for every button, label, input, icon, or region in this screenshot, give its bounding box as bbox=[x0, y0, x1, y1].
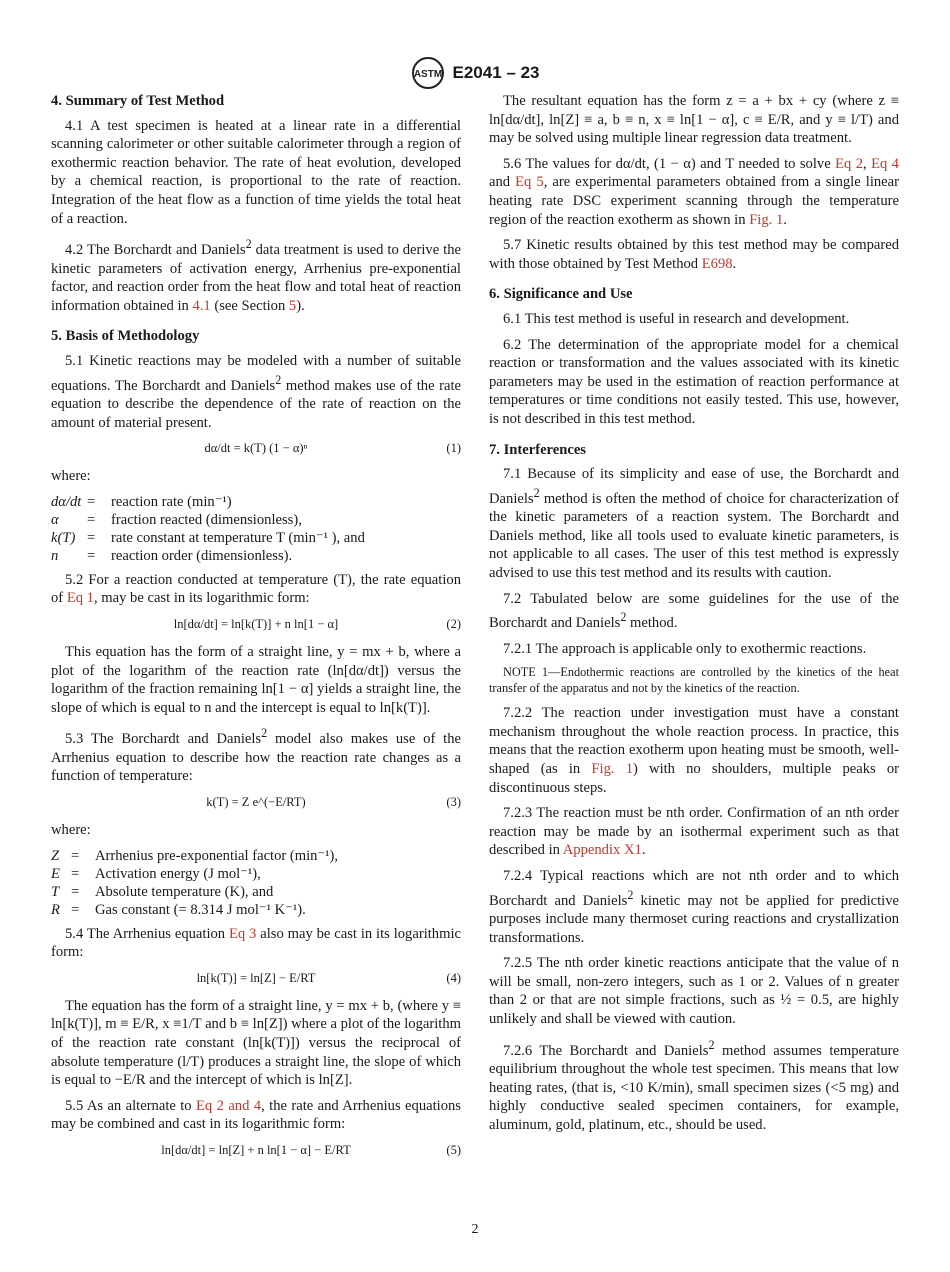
definitions-2 bbox=[51, 847, 338, 919]
paragraph-5-7: 5.7 Kinetic results obtained by this test method may be compared with those obtained by Test Method E698. bbox=[489, 237, 899, 272]
equation-4: ln[k(T)] = ln[Z] − E/RT (4) bbox=[196, 970, 461, 985]
paragraph-5-5: 5.5 As an alternate to Eq 2 and 4, the rate and Arrhenius equations may be combined and cast in its logarithmic form: bbox=[51, 1097, 461, 1133]
definition-row: E = Activation energy (J mol⁻¹), bbox=[51, 865, 261, 882]
paragraph-7-2-3: 7.2.3 The reaction must be nth order. Confirmation of an nth order reaction may be made by an isothermal experiment such as that described in Appendix X1. bbox=[489, 805, 899, 859]
definition-row: k(T) = rate constant at temperature T (min⁻¹ ), and bbox=[51, 529, 365, 546]
section-7-title: 7. Interferences bbox=[489, 441, 586, 458]
standard-code: E2041 – 23 bbox=[452, 63, 540, 82]
link-4-1[interactable]: 4.1 bbox=[192, 297, 211, 314]
left-column bbox=[51, 92, 461, 1169]
link-appendix-x1[interactable]: Appendix X1 bbox=[562, 842, 642, 859]
svg-text:ASTM: ASTM bbox=[413, 69, 442, 80]
page-header bbox=[0, 56, 950, 90]
paragraph-5-5-cont: The resultant equation has the form z = a + bx + cy (where z ≡ ln[dα/dt], ln[Z] ≡ a, b ≡ n, x ≡ ln[1 − α], c ≡ E/R, and y ≡ l/T) and may be solved using multiple linear regression data treatment. bbox=[489, 93, 899, 147]
astm-logo-icon bbox=[411, 56, 445, 90]
paragraph-7-2-6: 7.2.6 The Borchardt and Daniels$^2$ method assumes temperature equilibrium throughout the whole test specimen. This means that low heating rates, (that is, <10 K/min), small specimen sizes (<5 mg) and highly conductive sealed specimen containers, for example, aluminum, gold, platinum, etc., should be used. bbox=[489, 1037, 899, 1133]
page-number: 2 bbox=[471, 1222, 479, 1237]
definition-row: n = reaction order (dimensionless). bbox=[51, 547, 293, 564]
right-column bbox=[489, 92, 899, 1141]
paragraph-4-1: 4.1 A test specimen is heated at a linear rate in a differential scanning calorimeter or other suitable calorimeter through a region of exothermic reaction behavior. The rate of heat evolution, developed by a chemical reaction, is proportional to the rate of reaction. Integration of the heat flow as a function of time yields the total heat of a reaction. bbox=[51, 117, 461, 227]
paragraph-6-1: 6.1 This test method is useful in research and development. bbox=[503, 310, 850, 327]
link-fig-1-b[interactable]: Fig. 1 bbox=[591, 760, 633, 777]
definition-row: R = Gas constant (= 8.314 J mol⁻¹ K⁻¹). bbox=[51, 901, 306, 918]
link-eq-4[interactable]: Eq 4 bbox=[871, 155, 899, 172]
link-eq-2-and-4[interactable]: Eq 2 and 4 bbox=[196, 1097, 262, 1114]
where-label-2: where: bbox=[51, 822, 91, 839]
link-eq-5[interactable]: Eq 5 bbox=[515, 174, 544, 191]
equation-5: ln[dα/dt] = ln[Z] + n ln[1 − α] − E/RT (5) bbox=[161, 1142, 461, 1157]
definition-row: dα/dt = reaction rate (min⁻¹) bbox=[51, 493, 232, 510]
paragraph-5-2-cont: This equation has the form of a straight line, y = mx + b, where a plot of the logarithm of the reaction rate (ln[dα/dt]) versus the logarithm of the fraction remaining ln[1 − α] yields a straight line, the slope of which is equal to n and the intercept is equal to ln[k(T)]. bbox=[51, 644, 461, 716]
paragraph-5-6: 5.6 The values for dα/dt, (1 − α) and T needed to solve Eq 2, Eq 4 and Eq 5, are experimental parameters obtained from a single linear heating rate DSC experiment scanning through the temperature region of the reaction exotherm as shown in Fig. 1. bbox=[489, 155, 899, 228]
paragraph-7-2-4: 7.2.4 Typical reactions which are not nth order and to which Borchardt and Daniels$^2$ kinetic may not be applied for predictive purposes include many thermoset curing reactions and crystallization transformations. bbox=[489, 867, 899, 946]
link-eq-3[interactable]: Eq 3 bbox=[228, 925, 257, 942]
equation-2: ln[dα/dt] = ln[k(T)] + n ln[1 − α] (2) bbox=[173, 617, 461, 631]
definition-row: T = Absolute temperature (K), and bbox=[51, 883, 274, 900]
paragraph-5-3: 5.3 The Borchardt and Daniels$^2$ model also makes use of the Arrhenius equation to describe how the reaction rate changes as a function of temperature: bbox=[51, 726, 461, 785]
link-section-5[interactable]: 5 bbox=[288, 297, 297, 314]
paragraph-7-2-1: 7.2.1 The approach is applicable only to exothermic reactions. bbox=[503, 640, 867, 657]
definition-row: α = fraction reacted (dimensionless), bbox=[51, 511, 302, 528]
link-eq-2[interactable]: Eq 2 bbox=[835, 155, 863, 172]
link-e698[interactable]: E698 bbox=[701, 255, 733, 272]
section-6-title: 6. Significance and Use bbox=[489, 286, 633, 303]
paragraph-5-2: 5.2 For a reaction conducted at temperature (T), the rate equation of Eq 1, may be cast in its logarithmic form: bbox=[51, 571, 461, 607]
definition-row: Z = Arrhenius pre-exponential factor (min⁻¹), bbox=[51, 847, 339, 864]
paragraph-7-2: 7.2 Tabulated below are some guidelines for the use of the Borchardt and Daniels$^2$ method. bbox=[489, 590, 899, 631]
paragraph-5-4-cont: The equation has the form of a straight line, y = mx + b, (where y ≡ ln[k(T)], m ≡ E/R, x ≡1/T and b ≡ ln[Z]) where a plot of the logarithm of the reaction rate constant (ln[k(T)]) versus the reciprocal of absolute temperature (l/T) produces a straight line, the slope of which is equal to −E/R and the intercept of which is ln[Z]. bbox=[51, 997, 461, 1089]
paragraph-4-2: 4.2 The Borchardt and Daniels$^2$ data treatment is used to derive the kinetic parameters of activation energy, Arrhenius pre-exponential factor, and reaction order from the heat flow and total heat of reaction information obtained in 4.1 (see Section 5). bbox=[51, 237, 462, 314]
paragraph-7-2-5: 7.2.5 The nth order kinetic reactions anticipate that the value of n will be small, non-zero integers, such as 1 or 2. Values of n greater than 2 or that are not simple fractions, such as ½ = 0.5, are highly unlikely and shall be viewed with caution. bbox=[489, 955, 899, 1027]
paragraph-7-2-2: 7.2.2 The reaction under investigation must have a constant mechanism throughout the whole reaction process. In practice, this means that the reaction exotherm upon heating must be smooth, well-shaped (as in Fig. 1) with no shoulders, multiple peaks or discontinuous steps. bbox=[489, 705, 900, 796]
link-eq-1[interactable]: Eq 1 bbox=[66, 590, 94, 607]
section-4-title: 4. Summary of Test Method bbox=[51, 93, 225, 109]
where-label-1: where: bbox=[51, 468, 91, 485]
section-5-title: 5. Basis of Methodology bbox=[51, 328, 200, 345]
definitions-1 bbox=[51, 493, 365, 565]
paragraph-5-4: 5.4 The Arrhenius equation Eq 3 also may be cast in its logarithmic form: bbox=[51, 925, 461, 961]
paragraph-5-1: 5.1 Kinetic reactions may be modeled with a number of suitable equations. The Borchardt and Daniels$^2$ method makes use of the rate equation to describe the dependence of the rate of reaction on the amount of material present. bbox=[51, 352, 461, 431]
equation-1: dα/dt = k(T) (1 − α)ⁿ (1) bbox=[204, 441, 461, 456]
paragraph-6-2: 6.2 The determination of the appropriate model for a chemical reaction or transformation and the values associated with its kinetic parameters may be used in the estimation of reaction performance at temperatures or time conditions not easily tested. This use, however, is not described in this test method. bbox=[489, 336, 899, 427]
note-1: NOTE 1—Endothermic reactions are controlled by the kinetics of the heat transfer of the apparatus and not by the kinetics of the reaction. bbox=[489, 665, 900, 695]
equation-3: k(T) = Z e^(−E/RT) (3) bbox=[206, 795, 461, 810]
link-fig-1[interactable]: Fig. 1 bbox=[749, 211, 784, 228]
paragraph-7-1: 7.1 Because of its simplicity and ease of use, the Borchardt and Daniels$^2$ method is often the method of choice for characterization of the kinetic parameters of a reaction system. The Borchardt and Daniels method, like all tools used to evaluate kinetic parameters, is not applicable to all cases. The user of this test method is expressly advised to use this test method and its results with caution. bbox=[489, 466, 899, 581]
